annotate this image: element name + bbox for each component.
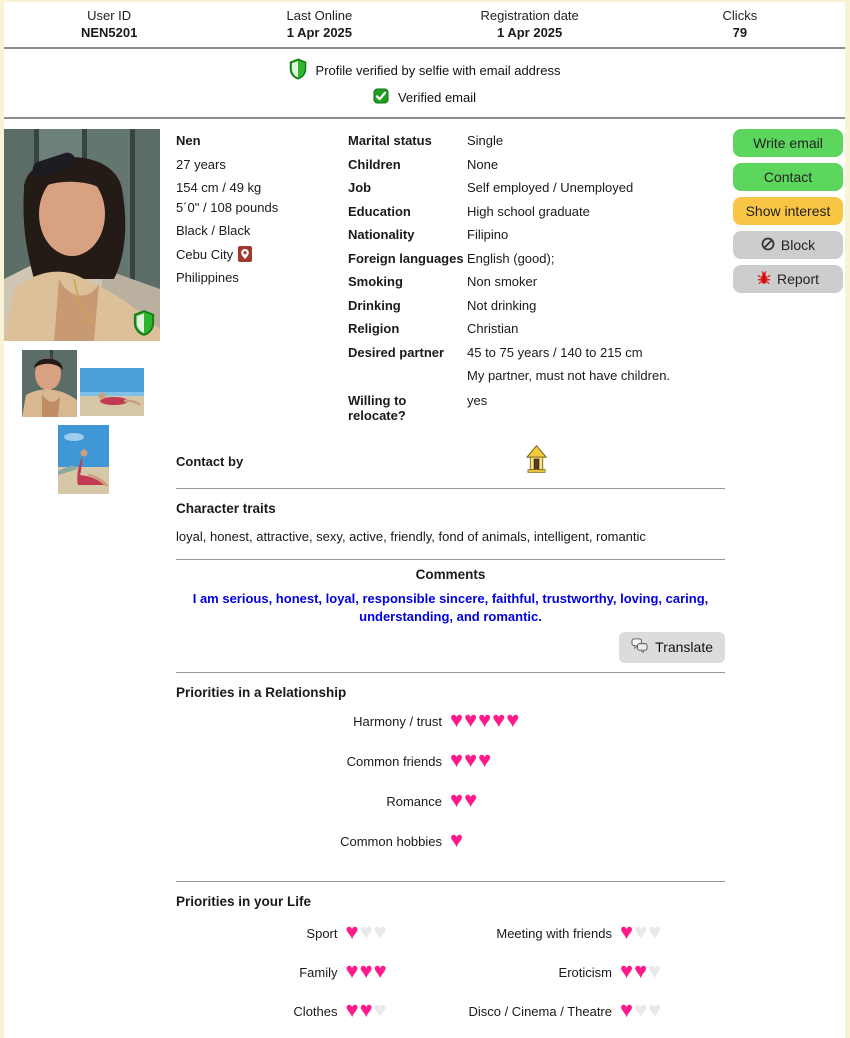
heart-icon: ♥ — [359, 919, 374, 944]
block-icon — [761, 237, 775, 254]
attribute-row: Marital status Single — [348, 133, 504, 148]
attribute-row: Smoking Non smoker — [348, 274, 538, 289]
stat-value: 1 Apr 2025 — [496, 25, 563, 40]
heart-icon: ♥ — [359, 997, 374, 1022]
attribute-row: Education High school graduate — [348, 203, 590, 219]
stat-label: Clicks — [722, 8, 758, 23]
show-interest-button[interactable]: Show interest — [733, 197, 843, 225]
desired-partner-range: 45 to 75 years / 140 to 215 cm — [467, 344, 643, 360]
basics-section — [176, 129, 725, 439]
shield-verified-icon — [289, 58, 307, 83]
heart-icon: ♥ — [464, 787, 479, 812]
heart-icon: ♥ — [620, 997, 635, 1022]
hearts-rating — [620, 921, 725, 945]
heart-icon: ♥ — [478, 707, 493, 732]
profile-name: Nen — [176, 133, 201, 148]
speech-bubbles-icon — [631, 638, 648, 656]
photo-thumbnail-2[interactable] — [80, 368, 144, 416]
stat-registration-date — [425, 8, 635, 40]
hearts-rating — [346, 999, 451, 1023]
profile-city-row — [176, 246, 348, 262]
top-stats-bar — [4, 2, 845, 47]
photo-thumbnail-1[interactable] — [22, 350, 77, 417]
stat-last-online — [214, 8, 424, 40]
basic-info-list — [176, 129, 348, 439]
email-verified-row — [4, 88, 845, 107]
hearts-rating — [346, 921, 451, 945]
contact-by-row — [176, 439, 725, 488]
stat-label: Last Online — [286, 8, 353, 23]
write-email-button[interactable]: Write email — [733, 129, 843, 157]
stat-clicks — [635, 8, 845, 40]
stat-label: User ID — [87, 8, 132, 23]
attribute-row: Children None — [348, 156, 499, 172]
profile-body-imperial: 5´0" / 108 pounds — [176, 200, 279, 215]
heart-icon: ♥ — [620, 919, 635, 944]
hearts-rating — [620, 960, 725, 984]
heart-icon: ♥ — [359, 958, 374, 983]
attribute-row: Drinking Not drinking — [348, 297, 537, 313]
heart-icon: ♥ — [634, 997, 649, 1022]
hearts-rating — [450, 709, 520, 733]
character-traits-title: Character traits — [176, 501, 276, 516]
verification-section — [4, 49, 845, 117]
heart-icon: ♥ — [648, 997, 663, 1022]
actions-column — [733, 129, 845, 1038]
hearts-rating — [620, 999, 725, 1023]
heart-icon: ♥ — [450, 827, 465, 852]
heart-icon: ♥ — [634, 958, 649, 983]
priority-row: Common friends ♥♥♥ — [346, 747, 493, 772]
attribute-row: Religion Christian — [348, 321, 519, 336]
selfie-verified-label: Profile verified by selfie with email address — [315, 63, 561, 78]
profile-page — [4, 2, 845, 1038]
info-column — [170, 129, 733, 1038]
heart-icon: ♥ — [450, 787, 465, 812]
site-lamp-icon — [348, 445, 725, 478]
block-button[interactable]: Block — [733, 231, 843, 259]
attribute-row: Job Self employed / Unemployed — [348, 180, 634, 195]
priority-row: Common hobbies ♥ — [340, 827, 465, 852]
priority-row: Family ♥♥♥ Eroticism ♥♥♥ — [176, 960, 725, 984]
bug-report-icon — [757, 271, 771, 288]
hearts-rating — [450, 829, 464, 853]
profile-country: Philippines — [176, 270, 239, 285]
stat-value: 79 — [732, 25, 748, 40]
comments-text: I am serious, honest, loyal, responsible sincere, faithful, trustworthy, loving, caring, understanding, and romantic. — [192, 591, 709, 624]
photo-column — [4, 129, 170, 1038]
heart-icon: ♥ — [450, 747, 465, 772]
heart-icon: ♥ — [634, 919, 649, 944]
main-photo[interactable] — [4, 129, 160, 341]
stat-value: 1 Apr 2025 — [286, 25, 353, 40]
attribute-row: Nationality Filipino — [348, 227, 509, 242]
attribute-row-desired-partner: Desired partner 45 to 75 years / 140 to 215 cm My partner, must not have children. — [348, 345, 725, 384]
heart-icon: ♥ — [373, 997, 388, 1022]
email-verified-label: Verified email — [397, 90, 477, 105]
heart-icon: ♥ — [464, 707, 479, 732]
priority-row: Harmony / trust ♥♥♥♥♥ — [353, 707, 521, 732]
hearts-rating — [450, 749, 492, 773]
hearts-rating — [450, 789, 478, 813]
heart-icon: ♥ — [373, 958, 388, 983]
heart-icon: ♥ — [506, 707, 521, 732]
heart-icon: ♥ — [450, 707, 465, 732]
comments-section — [176, 560, 725, 672]
heart-icon: ♥ — [492, 707, 507, 732]
checkbox-checked-icon — [373, 88, 389, 107]
comments-title: Comments — [415, 567, 486, 582]
heart-icon: ♥ — [373, 919, 388, 944]
profile-body-metric: 154 cm / 49 kg — [176, 180, 262, 195]
character-traits-text: loyal, honest, attractive, sexy, active, friendly, fond of animals, intelligent, romantic — [176, 529, 646, 544]
heart-icon: ♥ — [464, 747, 479, 772]
report-button[interactable]: Report — [733, 265, 843, 293]
attributes-table — [348, 129, 725, 439]
priority-row: Sport ♥♥♥ Meeting with friends ♥♥♥ — [176, 921, 725, 945]
stat-value: NEN5201 — [80, 25, 138, 40]
heart-icon: ♥ — [345, 997, 360, 1022]
attribute-row: Foreign languages English (good); — [348, 250, 555, 266]
map-pin-icon[interactable] — [238, 246, 252, 262]
heart-icon: ♥ — [345, 919, 360, 944]
contact-button[interactable]: Contact — [733, 163, 843, 191]
relationship-priorities-title: Priorities in a Relationship — [176, 685, 347, 700]
priority-row: Clothes ♥♥♥ Disco / Cinema / Theatre ♥♥♥ — [176, 999, 725, 1023]
attribute-row-relocate: Willing to relocate? yes — [348, 392, 488, 423]
profile-city: Cebu City — [176, 246, 234, 262]
heart-icon: ♥ — [478, 747, 493, 772]
stat-user-id — [4, 8, 214, 40]
photo-verified-shield-icon — [133, 310, 155, 336]
photo-thumbnail-3[interactable] — [58, 425, 109, 494]
stat-label: Registration date — [480, 8, 579, 23]
profile-hair-eyes: Black / Black — [176, 223, 251, 238]
hearts-rating — [346, 960, 451, 984]
heart-icon: ♥ — [620, 958, 635, 983]
selfie-verified-row — [4, 58, 845, 83]
character-traits-section — [176, 489, 725, 559]
heart-icon: ♥ — [648, 958, 663, 983]
heart-icon: ♥ — [648, 919, 663, 944]
profile-age: 27 years — [176, 157, 226, 172]
translate-button[interactable]: Translate — [619, 632, 725, 663]
profile-main — [4, 119, 845, 1038]
desired-partner-note: My partner, must not have children. — [467, 368, 671, 383]
life-priorities-title: Priorities in your Life — [176, 894, 312, 909]
heart-icon: ♥ — [345, 958, 360, 983]
priority-row: Romance ♥♥ — [386, 787, 479, 812]
relationship-priorities-section — [176, 673, 725, 881]
contact-by-label: Contact by — [176, 454, 244, 469]
